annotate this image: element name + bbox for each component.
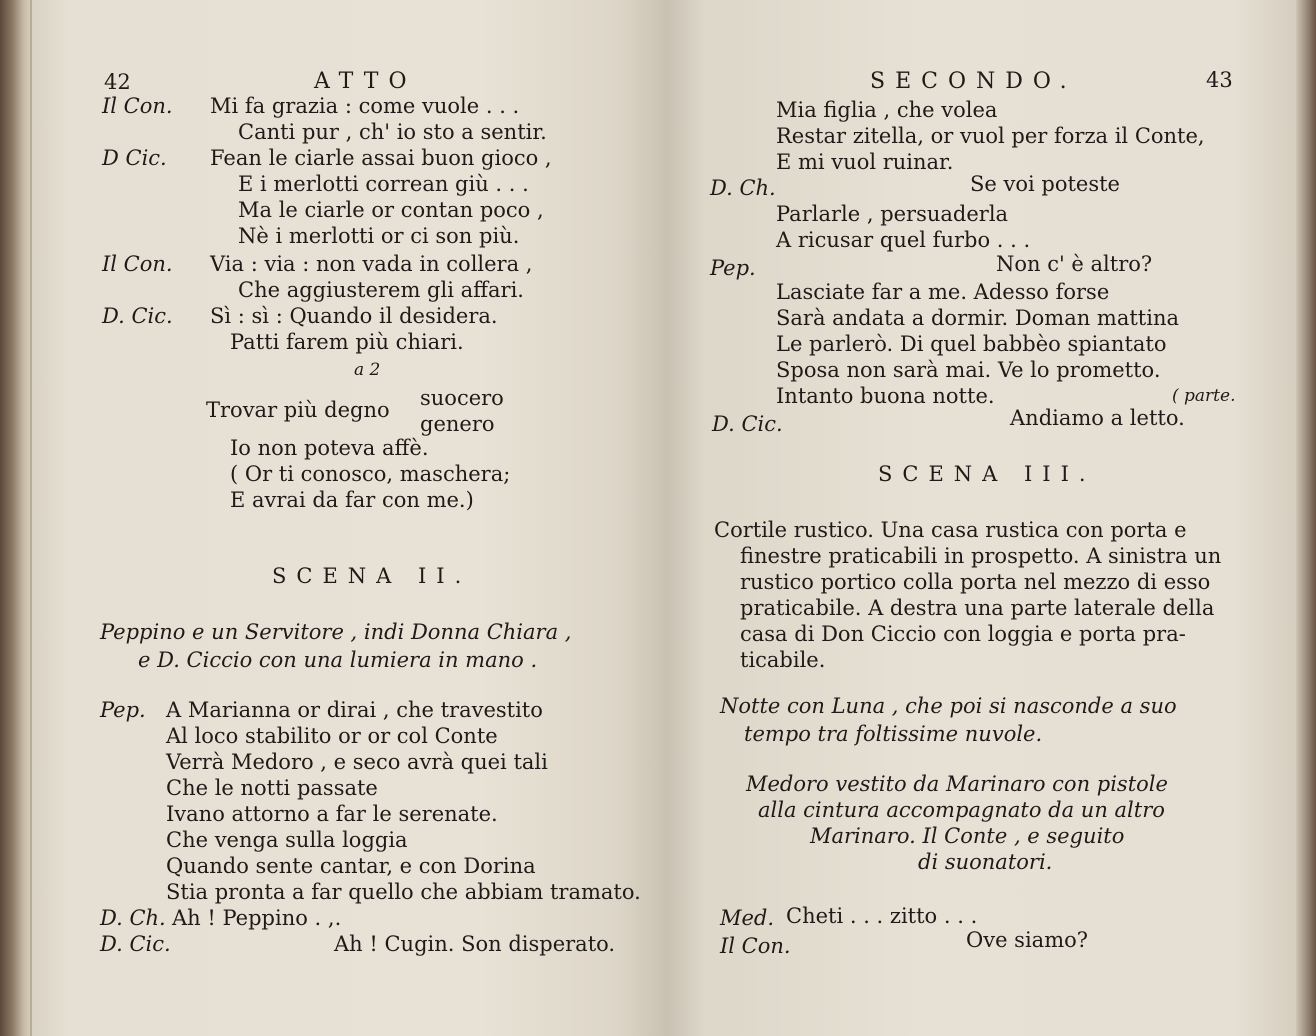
duet-line: ( Or ti conosco, maschera;: [230, 462, 511, 486]
verse-line: Che le notti passate: [166, 776, 378, 800]
right-page: [666, 0, 1296, 1036]
verse-line: Sì : sì : Quando il desidera.: [210, 304, 498, 328]
stage-direction: Notte con Luna , che poi si nasconde a suo: [720, 694, 1177, 718]
verse-line: Le parlerò. Di quel babbèo spiantato: [776, 332, 1167, 356]
verse-line: Via : via : non vada in collera ,: [210, 252, 533, 276]
verse-line: Ove siamo?: [966, 928, 1089, 952]
verse-line: Sposa non sarà mai. Ve lo prometto.: [776, 358, 1161, 382]
verse-line: Intanto buona notte.: [776, 384, 995, 408]
verse-line: Ah ! Peppino . ,.: [172, 906, 342, 930]
stage-direction: Marinaro. Il Conte , e seguito: [810, 824, 1125, 848]
verse-line: Ma le ciarle or contan poco ,: [238, 198, 544, 222]
verse-line: Non c' è altro?: [996, 252, 1153, 276]
verse-line: Mia figlia , che volea: [776, 98, 998, 122]
page-number-right: 43: [1206, 68, 1233, 92]
scene-title-right: SCENA III.: [878, 462, 1096, 486]
speaker-label: D. Cic.: [100, 932, 171, 956]
setting-line: finestre praticabili in prospetto. A sinistra un: [740, 544, 1222, 568]
verse-line: Ah ! Cugin. Son disperato.: [334, 932, 616, 956]
duet-alt-top: suocero: [420, 386, 504, 410]
duet-line: Io non poteva affè.: [230, 436, 429, 460]
verse-line: E mi vuol ruinar.: [776, 150, 954, 174]
speaker-label: D. Cic.: [712, 412, 783, 436]
speaker-label: D Cic.: [102, 146, 167, 170]
verse-line: Canti pur , ch' io sto a sentir.: [238, 120, 547, 144]
duet-line: E avrai da far con me.): [230, 488, 474, 512]
verse-line: Fean le ciarle assai buon gioco ,: [210, 146, 552, 170]
running-head-right: SECONDO.: [870, 69, 1077, 94]
verse-line: A ricusar quel furbo . . .: [776, 228, 1031, 252]
speaker-label: D. Ch.: [100, 906, 166, 930]
stage-direction: alla cintura accompagnato da un altro: [758, 798, 1165, 822]
verse-line: E i merlotti correan giù . . .: [238, 172, 529, 196]
stage-direction: di suonatori.: [918, 850, 1053, 874]
verse-line: Mi fa grazia : come vuole . . .: [210, 94, 520, 118]
scene-title-left: SCENA II.: [272, 564, 472, 588]
verse-line: Cheti . . . zitto . . .: [786, 904, 978, 928]
speaker-label: D. Cic.: [102, 304, 173, 328]
setting-line: praticabile. A destra una parte laterale della: [740, 596, 1215, 620]
setting-line: casa di Don Ciccio con loggia e porta pra-: [740, 622, 1186, 646]
duet-prefix: Trovar più degno: [206, 398, 390, 422]
running-head-left: ATTO: [314, 69, 417, 94]
speaker-label: Pep.: [710, 256, 756, 280]
exit-direction: ( parte.: [1172, 386, 1236, 406]
verse-line: Lasciate far a me. Adesso forse: [776, 280, 1110, 304]
verse-line: Andiamo a letto.: [1010, 406, 1185, 430]
page-number-left: 42: [104, 70, 131, 94]
verse-line: A Marianna or dirai , che travestito: [166, 698, 543, 722]
speaker-label: Il Con.: [102, 94, 173, 118]
verse-line: Ivano attorno a far le serenate.: [166, 802, 498, 826]
speaker-label: Il Con.: [720, 934, 791, 958]
a-due-marker: a 2: [354, 360, 381, 380]
setting-line: rustico portico colla porta nel mezzo di esso: [740, 570, 1211, 594]
verse-line: Che aggiusterem gli affari.: [238, 278, 524, 302]
stage-direction: e D. Ciccio con una lumiera in mano .: [138, 648, 538, 672]
verse-line: Parlarle , persuaderla: [776, 202, 1009, 226]
setting-line: Cortile rustico. Una casa rustica con porta e: [714, 518, 1187, 542]
verse-line: Sarà andata a dormir. Doman mattina: [776, 306, 1179, 330]
right-page-edges: [1296, 0, 1316, 1036]
stage-direction: Peppino e un Servitore , indi Donna Chiara ,: [100, 620, 572, 644]
speaker-label: D. Ch.: [710, 176, 776, 200]
verse-line: Al loco stabilito or or col Conte: [166, 724, 498, 748]
verse-line: Restar zitella, or vuol per forza il Conte,: [776, 124, 1205, 148]
verse-line: Verrà Medoro , e seco avrà quei tali: [166, 750, 548, 774]
setting-line: ticabile.: [740, 648, 826, 672]
verse-line: Se voi poteste: [970, 172, 1120, 196]
verse-line: Che venga sulla loggia: [166, 828, 408, 852]
verse-line: Quando sente cantar, e con Dorina: [166, 854, 536, 878]
speaker-label: Il Con.: [102, 252, 173, 276]
stage-direction: tempo tra foltissime nuvole.: [744, 722, 1043, 746]
verse-line: Stia pronta a far quello che abbiam tramato.: [166, 880, 641, 904]
duet-alt-bottom: genero: [420, 412, 495, 436]
stage-direction: Medoro vestito da Marinaro con pistole: [746, 772, 1168, 796]
left-page: [30, 0, 668, 1036]
speaker-label: Pep.: [100, 698, 146, 722]
verse-line: Nè i merlotti or ci son più.: [238, 224, 520, 248]
speaker-label: Med.: [720, 906, 775, 930]
verse-line: Patti farem più chiari.: [230, 330, 464, 354]
left-page-edges: [0, 0, 30, 1036]
